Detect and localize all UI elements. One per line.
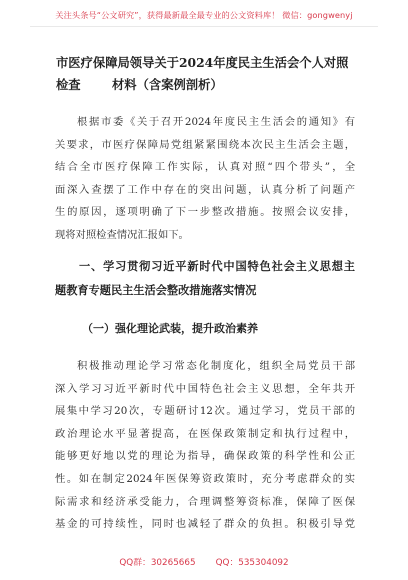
paragraph-line: 展集中学习20次，专题研讨12次。通过学习，党员干部的 xyxy=(55,405,355,418)
paragraph-line: 能够更好地以党的理论为指导，确保政策的科学性和公正 xyxy=(55,450,355,463)
body-paragraph xyxy=(55,355,355,536)
promo-banner: 关注头条号“公文研究”，获得最新最全最专业的公文资料库！ 微信：gongwenyj xyxy=(55,10,353,20)
intro-paragraph xyxy=(55,111,355,247)
document-title-line-1: 市医疗保障局领导关于2024年度民主生活会个人对照检查 xyxy=(56,55,349,92)
qq-group-number: QQ群：30265665 xyxy=(119,558,196,568)
section-heading xyxy=(55,254,355,303)
paragraph-line: 结合全市医疗保障工作实际，认真对照“四个带头”，全 xyxy=(55,161,355,174)
paragraph-line: 深入学习习近平新时代中国特色社会主义思想，全年共开 xyxy=(55,382,355,395)
document-title-line-2: 材料（含案例剖析） xyxy=(112,77,223,92)
paragraph-line: 根据市委《关于召开2024年度民主生活会的通知》有 xyxy=(77,116,355,128)
paragraph-line: 关要求，市医疗保障局党组紧紧围绕本次民主生活会主题， xyxy=(55,138,355,151)
section-heading-line: 一、学习贯彻习近平新时代中国特色社会主义思想主 xyxy=(79,259,355,273)
paragraph-line: 生的原因，逐项明确了下一步整改措施。按照会议安排， xyxy=(55,206,355,219)
paragraph-line: 际需求和经济承受能力，合理调整筹资标准，保障了医保 xyxy=(55,495,355,508)
paragraph-line: 基金的可持续性，同时也减轻了群众的负担。积极引导党 xyxy=(55,518,355,531)
section-heading-line: 题教育专题民主生活会整改措施落实情况 xyxy=(55,283,257,298)
header-divider xyxy=(30,26,378,27)
paragraph-line: 现将对照检查情况汇报如下。 xyxy=(55,228,189,241)
paragraph-line: 积极推动理论学习常态化制度化，组织全局党员干部 xyxy=(77,360,355,372)
contact-footer xyxy=(0,555,408,568)
qq-number: QQ：535304092 xyxy=(215,558,289,568)
paragraph-line: 性。如在制定2024年医保筹资政策时，充分考虑群众的实 xyxy=(55,472,355,485)
subsection-heading: （一）强化理论武装，提升政治素养 xyxy=(82,322,258,335)
paragraph-line: 政治理论水平显著提高，在医保政策制定和执行过程中， xyxy=(55,427,355,440)
paragraph-line: 面深入查摆了工作中存在的突出问题，认真分析了问题产 xyxy=(55,183,355,196)
